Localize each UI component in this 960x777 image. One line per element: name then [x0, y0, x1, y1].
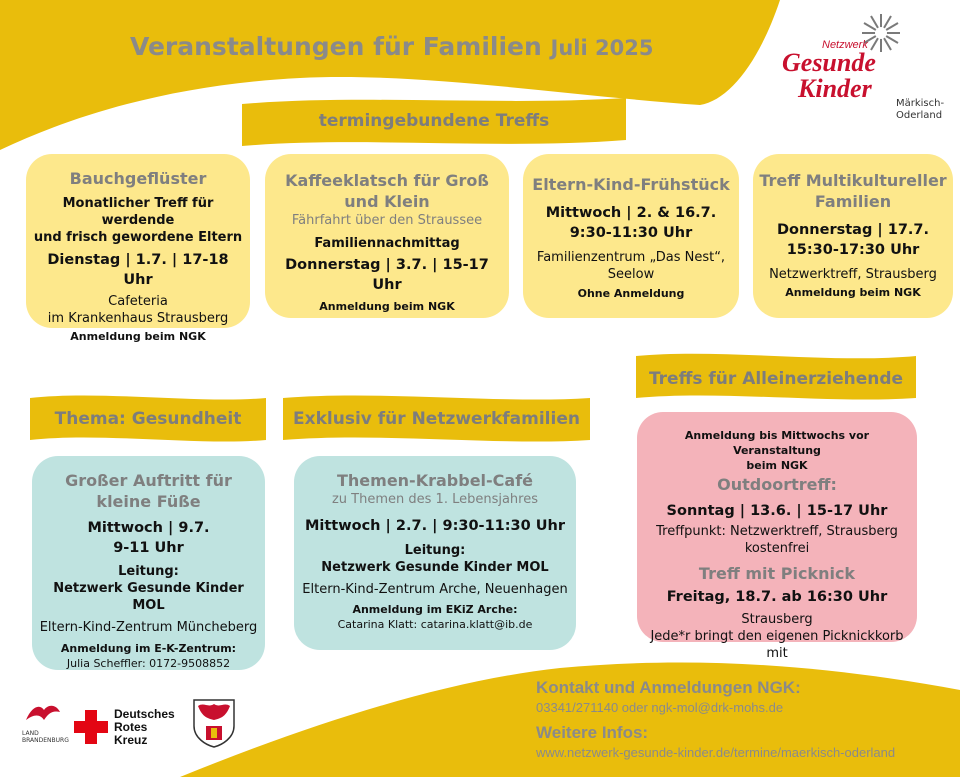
card-title: Großer Auftritt für [65, 471, 232, 490]
card-lead-label: Leitung: [118, 564, 179, 579]
card-title: Familien [814, 192, 892, 211]
card-contact: Julia Scheffler: 0172-9508852 [66, 657, 231, 670]
card-date: Donnerstag | 17.7. [776, 222, 930, 238]
card-note: Anmeldung bis Mittwochs vor Veranstaltung [684, 429, 870, 457]
card-date: Mittwoch | 2. & 16.7. [545, 205, 717, 221]
card-title: Eltern-Kind-Frühstück [532, 175, 730, 194]
card-note: Anmeldung beim NGK [785, 286, 921, 299]
card-title: Treff mit Picknick [698, 564, 856, 583]
logo-region-1: Märkisch- [896, 98, 945, 109]
brandenburg-text-2: BRANDENBURG [22, 737, 69, 744]
card-place: Seelow [607, 267, 655, 282]
eagle-icon [22, 700, 62, 726]
card-note: Ohne Anmeldung [577, 287, 685, 300]
card-lead: Netzwerk Gesunde Kinder MOL [321, 560, 549, 575]
card-note: Anmeldung beim NGK [319, 300, 455, 313]
brandenburg-logo [22, 700, 68, 756]
card-krabbel-cafe [294, 456, 576, 650]
card-title: Outdoortreff: [717, 475, 837, 494]
card-title: Kaffeeklatsch für Groß [285, 171, 489, 190]
card-type: Familiennachmittag [314, 236, 460, 251]
coat-of-arms-icon [192, 698, 236, 748]
card-place: Jede*r bringt den eigenen Picknickkorb mit [650, 629, 904, 661]
card-place: kostenfrei [744, 541, 810, 556]
card-note: beim NGK [746, 459, 808, 472]
contact-block [536, 678, 895, 760]
page-title: Veranstaltungen für Familien Juli 2025 [130, 32, 654, 61]
card-date: Freitag, 18.7. ab 16:30 Uhr [666, 589, 888, 605]
card-title: Bauchgeflüster [69, 169, 207, 188]
drk-text-3: Kreuz [114, 733, 148, 747]
logo-netzwerk: Netzwerk [822, 39, 868, 51]
info-title: Weitere Infos: [536, 723, 649, 742]
drk-text-2: Rotes [114, 720, 148, 734]
card-date: Dienstag | 1.7. | 17-18 Uhr [47, 252, 229, 288]
card-title: kleine Füße [96, 492, 201, 511]
card-place: Treffpunkt: Netzwerktreff, Strausberg [656, 524, 898, 539]
card-place: Strausberg [741, 612, 813, 627]
card-contact: Catarina Klatt: catarina.klatt@ib.de [337, 618, 533, 631]
info-link[interactable]: www.netzwerk-gesunde-kinder.de/termine/maerkisch-oderland [536, 745, 896, 760]
card-title: Themen-Krabbel-Café [336, 471, 534, 490]
card-note: Anmeldung beim NGK [70, 330, 206, 343]
card-lead-label: Leitung: [404, 543, 466, 558]
card-date: Mittwoch | 2.7. | 9:30-11:30 Uhr [304, 518, 566, 534]
card-bauchgefluester [26, 154, 250, 343]
card-eltern-kind-fruehstueck [523, 154, 739, 318]
card-title: und Klein [344, 192, 430, 211]
card-lead: Netzwerk Gesunde Kinder MOL [53, 581, 244, 613]
card-desc: und frisch gewordene Eltern [33, 230, 243, 245]
card-date: 9-11 Uhr [113, 540, 184, 556]
ngk-logo [780, 12, 945, 122]
banner-termingebunden: termingebundene Treffs [318, 111, 550, 131]
card-date: 9:30-11:30 Uhr [569, 225, 693, 241]
contact-text[interactable]: 03341/271140 oder ngk-mol@drk-mohs.de [536, 700, 784, 715]
card-title: Treff Multikultureller [759, 171, 947, 190]
card-subtitle: zu Themen des 1. Lebensjahres [331, 492, 539, 507]
card-place: Eltern-Kind-Zentrum Müncheberg [39, 620, 258, 635]
drk-logo [74, 708, 186, 750]
card-place: Netzwerktreff, Strausberg [769, 267, 937, 282]
card-multikulturell [753, 154, 953, 318]
logo-gesunde: Gesunde [782, 48, 876, 77]
card-date: Sonntag | 13.6. | 15-17 Uhr [666, 503, 888, 519]
drk-text-1: Deutsches [114, 707, 175, 721]
card-date: 15:30-17:30 Uhr [786, 242, 920, 258]
card-place: Eltern-Kind-Zentrum Arche, Neuenhagen [302, 582, 568, 597]
card-place: Cafeteria [108, 294, 168, 309]
red-cross-icon [74, 710, 108, 744]
card-desc: Fährfahrt über den Straussee [291, 213, 483, 228]
banner-alleinerziehende: Treffs für Alleinerziehende [648, 369, 904, 389]
card-date: Mittwoch | 9.7. [87, 520, 210, 536]
card-kaffeeklatsch [265, 154, 509, 318]
card-place: im Krankenhaus Strausberg [47, 311, 229, 326]
card-note: Anmeldung im EKiZ Arche: [352, 603, 518, 616]
card-date: Donnerstag | 3.7. | 15-17 Uhr [285, 257, 489, 293]
card-place: Familienzentrum „Das Nest“, [536, 250, 726, 265]
brandenburg-text-1: LAND [22, 730, 39, 737]
banner-exklusiv: Exklusiv für Netzwerkfamilien [293, 409, 580, 429]
contact-title: Kontakt und Anmeldungen NGK: [536, 678, 801, 697]
card-outdoortreff [637, 412, 917, 661]
logo-region-2: Oderland [896, 110, 943, 121]
page-title-month: Juli 2025 [550, 36, 654, 60]
card-note: Anmeldung im E-K-Zentrum: [60, 642, 237, 655]
card-desc: Monatlicher Treff für werdende [62, 196, 214, 228]
card-grosser-auftritt [32, 456, 265, 670]
banner-gesundheit: Thema: Gesundheit [54, 409, 242, 429]
logo-kinder: Kinder [798, 74, 872, 103]
